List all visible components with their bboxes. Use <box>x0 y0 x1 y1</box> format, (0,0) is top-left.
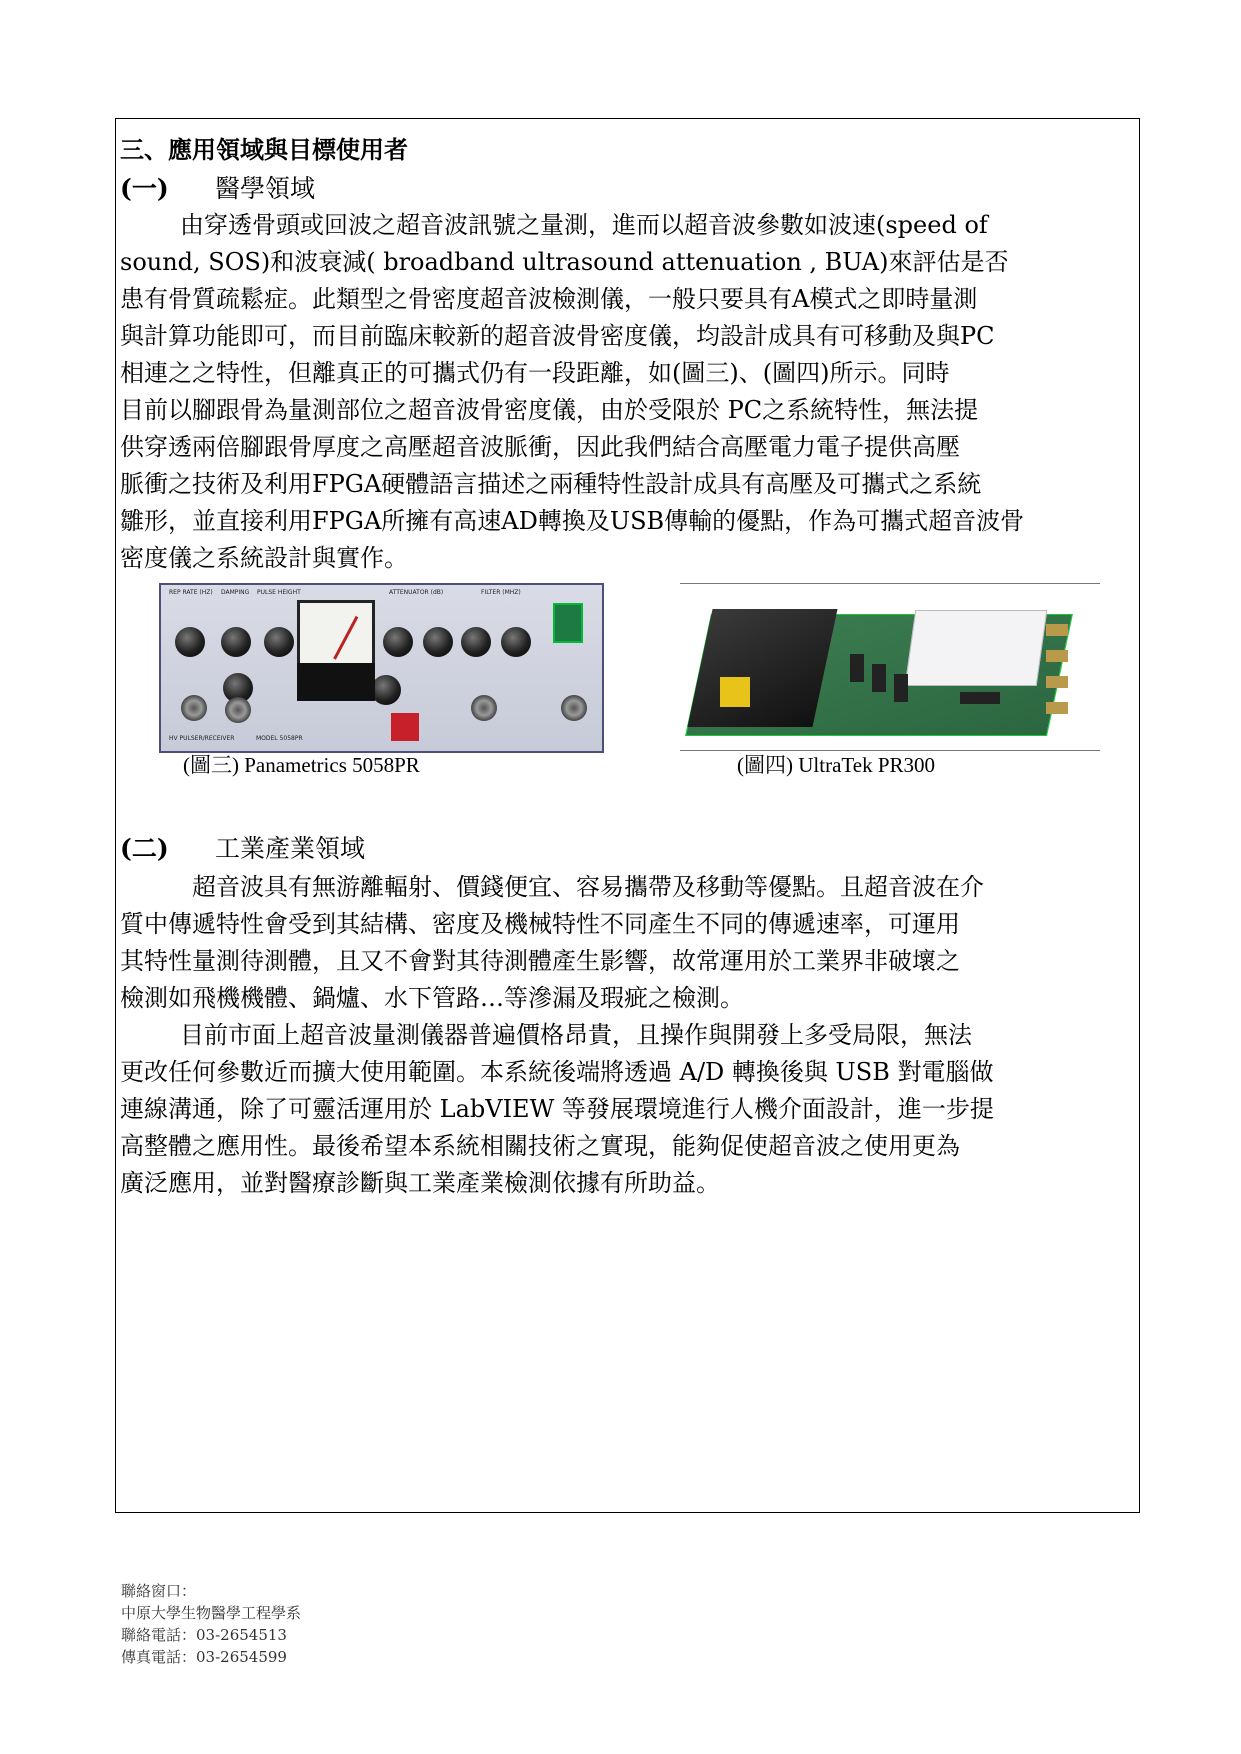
footer-contact-label: 聯絡窗口： <box>121 1582 197 1600</box>
figure3-caption: (圖三) Panametrics 5058PR <box>183 753 420 777</box>
paragraph-line: 其特性量測待測體，且又不會對其待測體產生影響，故常運用於工業界非破壞之 <box>120 947 960 975</box>
industry-number: (二) <box>120 834 169 863</box>
paragraph-line: 相連之之特性，但離真正的可攜式仍有一段距離，如(圖三)、(圖四)所示。同時 <box>120 359 950 387</box>
medical-heading: 醫學領域 <box>215 174 316 203</box>
medical-paragraph <box>120 207 1135 577</box>
content-body <box>120 133 1135 1202</box>
medical-subheading <box>120 171 1135 207</box>
content-frame <box>115 118 1140 1513</box>
paragraph-line: 目前以腳跟骨為量測部位之超音波骨密度儀，由於受限於 PC之系統特性，無法提 <box>120 396 979 424</box>
paragraph-line: sound, SOS)和波衰減( broadband ultrasound attenuation , BUA)來評估是否 <box>120 248 1009 276</box>
medical-number: (一) <box>120 174 169 203</box>
figure4-caption: (圖四) UltraTek PR300 <box>737 753 936 777</box>
paragraph-line: 更改任何參數近而擴大使用範圍。本系統後端將透過 A/D 轉換後與 USB 對電腦做 <box>120 1058 994 1086</box>
paragraph-line: 高整體之應用性。最後希望本系統相關技術之實現，能夠促使超音波之使用更為 <box>120 1132 960 1160</box>
paragraph-line: 檢測如飛機機體、鍋爐、水下管路…等滲漏及瑕疵之檢測。 <box>120 984 744 1012</box>
footer-fax: 傳真電話：03-2654599 <box>121 1648 287 1666</box>
ultratek-pr300-image <box>680 583 1100 751</box>
figures-row <box>120 583 1135 783</box>
paragraph-line: 由穿透骨頭或回波之超音波訊號之量測，進而以超音波參數如波速(speed of <box>180 211 988 239</box>
contact-footer <box>121 1580 301 1668</box>
section-title: 三、應用領域與目標使用者 <box>120 135 408 164</box>
paragraph-line: 供穿透兩倍腳跟骨厚度之高壓超音波脈衝，因此我們結合高壓電力電子提供高壓 <box>120 433 960 461</box>
paragraph-line: 患有骨質疏鬆症。此類型之骨密度超音波檢測儀，一般只要具有A模式之即時量測 <box>120 285 978 313</box>
paragraph-line: 廣泛應用，並對醫療診斷與工業產業檢測依據有所助益。 <box>120 1169 720 1197</box>
paragraph-line: 脈衝之技術及利用FPGA硬體語言描述之兩種特性設計成具有高壓及可攜式之系統 <box>120 470 982 498</box>
industry-subheading <box>120 831 1135 867</box>
paragraph-line: 質中傳遞特性會受到其結構、密度及機械特性不同產生不同的傳遞速率，可運用 <box>120 910 960 938</box>
paragraph-line: 超音波具有無游離輻射、價錢便宜、容易攜帶及移動等優點。且超音波在介 <box>192 873 984 901</box>
paragraph-line: 雛形，並直接利用FPGA所擁有高速AD轉換及USB傳輸的優點，作為可攜式超音波骨 <box>120 507 1025 535</box>
paragraph-line: 與計算功能即可，而目前臨床較新的超音波骨密度儀，均設計成具有可移動及與PC <box>120 322 995 350</box>
paragraph-line: 連線溝通，除了可靈活運用於 LabVIEW 等發展環境進行人機介面設計，進一步提 <box>120 1095 994 1123</box>
industry-paragraph-1 <box>120 869 1135 1017</box>
paragraph-line: 目前市面上超音波量測儀器普遍價格昂貴，且操作與開發上多受局限，無法 <box>180 1021 972 1049</box>
industry-paragraph-2 <box>120 1017 1135 1202</box>
paragraph-line: 密度儀之系統設計與實作。 <box>120 544 408 572</box>
footer-phone: 聯絡電話：03-2654513 <box>121 1626 287 1644</box>
panametrics-5058pr-image: REP RATE (HZ) DAMPING PULSE HEIGHT ATTENUATOR (dB) FILTER (MHZ) HV PULSER/RECEIVER MODEL 5058PR <box>159 583 604 753</box>
industry-heading: 工業產業領域 <box>215 834 366 863</box>
footer-department: 中原大學生物醫學工程學系 <box>121 1604 302 1622</box>
